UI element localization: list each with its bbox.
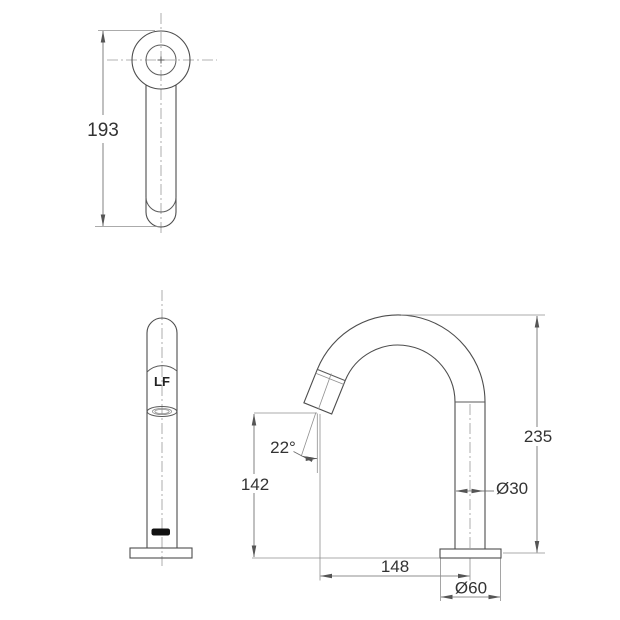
dim-148-label: 148 [380, 557, 410, 576]
gooseneck-spout-outline [304, 315, 485, 549]
nozzle-axis-line [319, 374, 332, 410]
dim-142-label: 142 [240, 475, 270, 494]
dim-235-label: 235 [523, 427, 553, 446]
side-base-flange [440, 549, 501, 558]
top-view [87, 13, 217, 236]
nozzle-joint-seam [317, 369, 345, 380]
dim-22deg-label: 22° [270, 438, 296, 457]
front-view [130, 290, 192, 566]
side-view [241, 315, 552, 601]
dim-d60-label: Ø60 [454, 578, 488, 598]
front-base-flange [130, 548, 192, 558]
angle-slanted-reference [302, 413, 316, 456]
angle-arc [302, 456, 318, 459]
dim-193-label: 193 [87, 120, 119, 141]
flow-marking-label: LF [154, 374, 170, 389]
sensor-window [152, 529, 171, 536]
dim-d30-label: Ø30 [496, 479, 529, 498]
